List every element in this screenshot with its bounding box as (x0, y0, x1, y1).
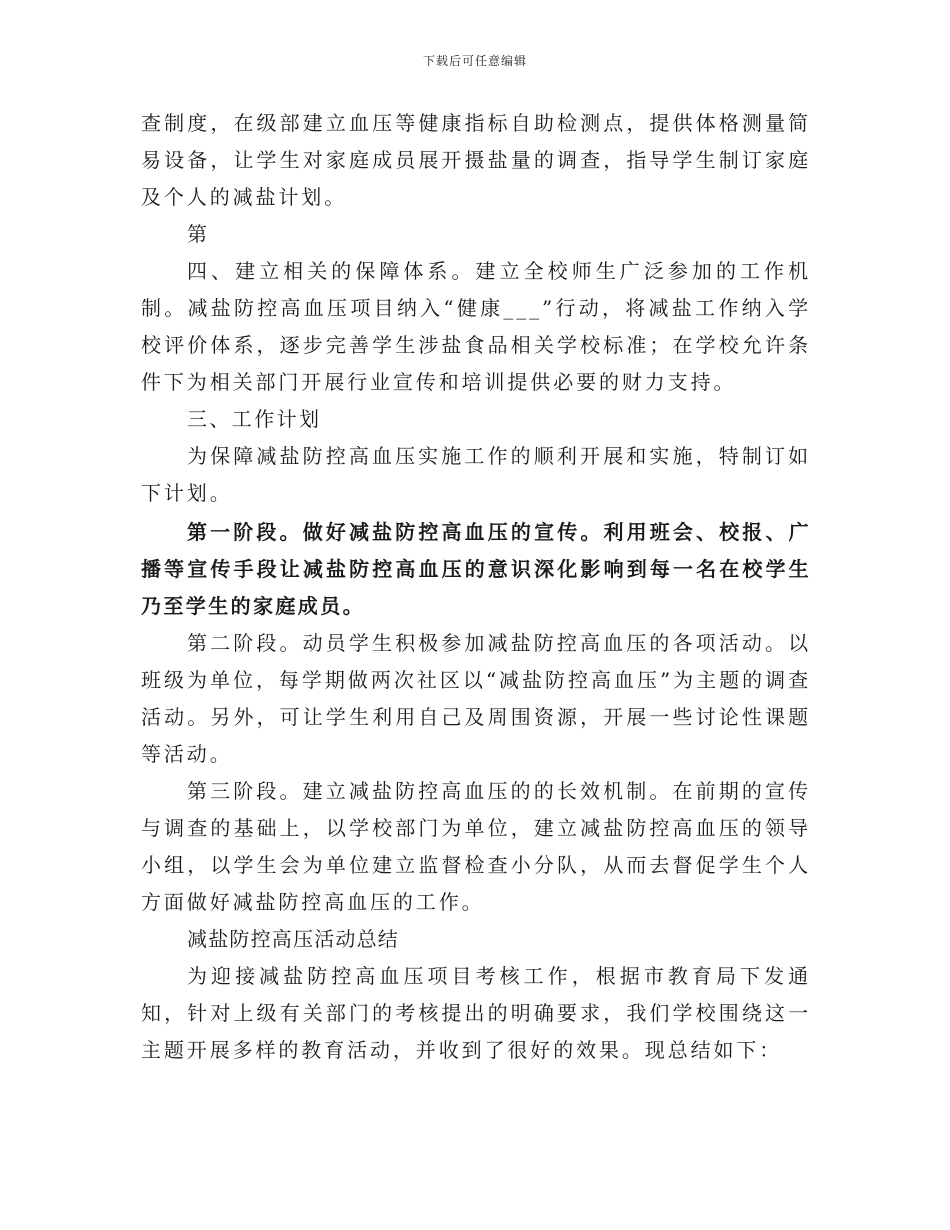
page-header: 下载后可任意编辑 (422, 54, 527, 68)
paragraph-support-system: 四、建立相关的保障体系。建立全校师生广泛参加的工作机制。减盐防控高血压项目纳入“健康___”行动，将减盐工作纳入学校评价体系，逐步完善学生涉盐食品相关学校标准；在学校允许条件下为相关部门开展行业宣传和培训提供必要的财力支持。 (141, 259, 811, 394)
paragraph-stage-three: 第三阶段。建立减盐防控高血压的的长效机制。在前期的宣传与调查的基础上，以学校部门为单位，建立减盐防控高血压的领导小组，以学生会为单位建立监督检查小分队，从而去督促学生个人方面做好减盐防控高血压的工作。 (141, 779, 811, 914)
paragraph-section-marker: 第 (187, 222, 210, 246)
paragraph-stage-two: 第二阶段。动员学生积极参加减盐防控高血压的各项活动。以班级为单位，每学期做两次社区以“减盐防控高血压”为主题的调查活动。另外，可让学生利用自己及周围资源，开展一些讨论性课题等活动。 (141, 631, 811, 766)
section-heading-work-plan: 三、工作计划 (187, 407, 322, 431)
document-body (141, 105, 811, 1069)
paragraph-stage-one: 第一阶段。做好减盐防控高血压的宣传。利用班会、校报、广播等宣传手段让减盐防控高血压的意识深化影响到每一名在校学生乃至学生的家庭成员。 (141, 520, 811, 618)
paragraph-plan-intro: 为保障减盐防控高血压实施工作的顺利开展和实施，特制订如下计划。 (141, 444, 811, 505)
paragraph-checkup-system: 查制度，在级部建立血压等健康指标自助检测点，提供体格测量简易设备，让学生对家庭成员展开摄盐量的调查，指导学生制订家庭及个人的减盐计划。 (141, 111, 811, 209)
paragraph-summary-intro: 为迎接减盐防控高血压项目考核工作，根据市教育局下发通知，针对上级有关部门的考核提出的明确要求，我们学校围绕这一主题开展多样的教育活动，并收到了很好的效果。现总结如下： (141, 964, 811, 1062)
summary-title: 减盐防控高压活动总结 (187, 927, 399, 951)
